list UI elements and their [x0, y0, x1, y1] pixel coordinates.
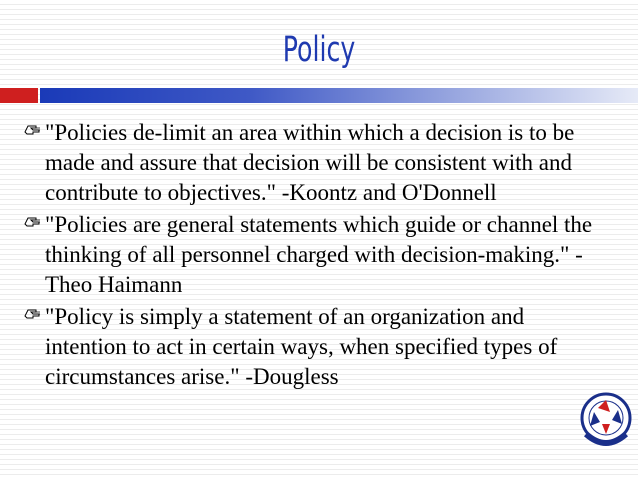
title-divider-bar [0, 88, 638, 103]
slide-title: Policy [282, 30, 356, 70]
bullet-item [24, 210, 604, 300]
hand-pointer-icon [24, 214, 42, 228]
bullet-text: "Policies are general statements which guide or channel the thinking of all personnel charged with decision-making." -Theo Haimann [45, 212, 593, 297]
bullet-list [24, 118, 604, 392]
hand-pointer-icon [24, 122, 42, 136]
bullet-item [24, 118, 604, 208]
hand-pointer-icon [24, 306, 42, 320]
bullet-text: "Policy is simply a statement of an organization and intention to act in certain ways, when specified types of circumstances arise." -Dougless [45, 304, 558, 389]
bullet-text: "Policies de-limit an area within which a decision is to be made and assure that decision will be consistent with and contribute to objectives." -Koontz and O'Donnell [45, 120, 575, 205]
title-bar-red-segment [0, 88, 38, 103]
institution-emblem-icon [578, 390, 634, 454]
bullet-item [24, 302, 604, 392]
title-bar-blue-gradient [40, 88, 638, 103]
